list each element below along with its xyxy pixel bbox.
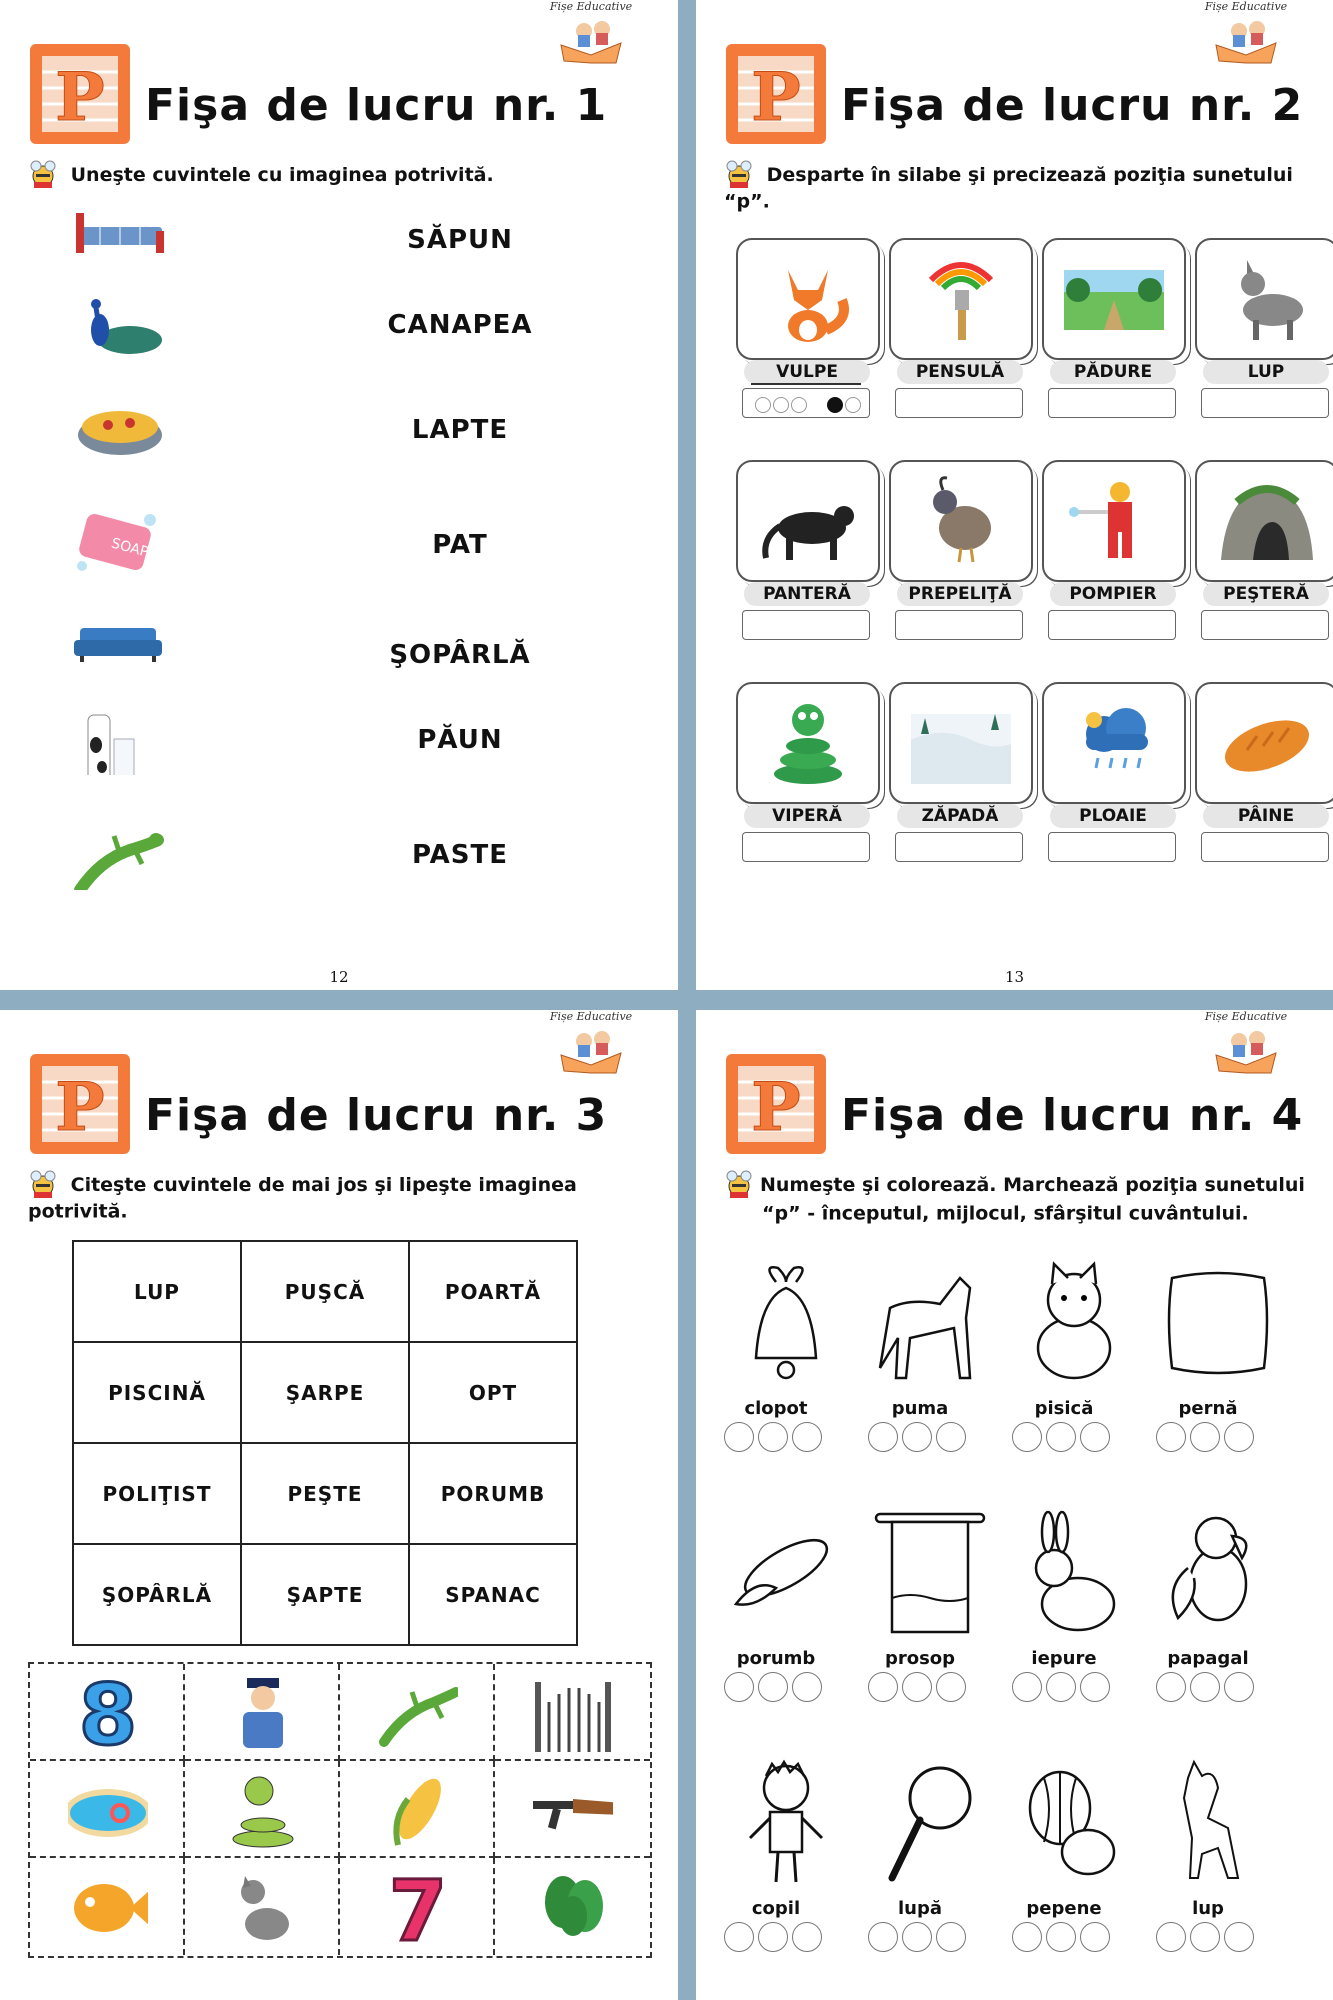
answer-box[interactable] [1201, 388, 1329, 418]
item-word: porumb [736, 1648, 816, 1669]
table-cell[interactable]: POLIŢIST [73, 1443, 241, 1544]
syllable-card [1195, 682, 1333, 862]
syllable-card [736, 238, 882, 418]
answer-box[interactable] [895, 832, 1023, 862]
syllable-card [889, 238, 1035, 418]
coloring-item [1148, 1258, 1293, 1458]
item-word: lupă [897, 1898, 942, 1919]
policeman-image [223, 1672, 303, 1752]
answer-box[interactable] [1201, 832, 1329, 862]
match-row [70, 820, 630, 890]
table-cell[interactable]: SPANAC [409, 1544, 577, 1645]
card-label: PENSULĂ [897, 360, 1023, 384]
position-circles[interactable] [1012, 1672, 1114, 1706]
svg-text:SOAP: SOAP [109, 535, 151, 561]
card-label: ZĂPADĂ [897, 804, 1023, 828]
forest-image [1064, 250, 1164, 346]
syllable-card [1195, 238, 1333, 418]
match-row [70, 395, 630, 465]
table-cell[interactable]: PEŞTE [241, 1443, 409, 1544]
worksheet-page-3 [0, 1010, 678, 2000]
card-label: PANTERĂ [744, 582, 870, 606]
card-label: POMPIER [1050, 582, 1176, 606]
position-circles[interactable] [868, 1922, 970, 1956]
syllable-card [1042, 682, 1188, 862]
coloring-item [1004, 1508, 1149, 1708]
position-circles[interactable] [1156, 1922, 1258, 1956]
coloring-item [716, 1258, 861, 1458]
table-cell[interactable]: PORUMB [409, 1443, 577, 1544]
lizard-image [378, 1672, 458, 1752]
quail-image [911, 472, 1011, 568]
snake-image [758, 694, 858, 790]
bread-image [1217, 694, 1317, 790]
position-circles[interactable] [1156, 1422, 1258, 1456]
digit-seven-image [378, 1866, 458, 1946]
cutout-snake[interactable] [185, 1761, 340, 1858]
word-soparla[interactable]: ŞOPÂRLĂ [389, 640, 531, 670]
magnifier-image [870, 1758, 990, 1888]
page-number: 13 [1004, 968, 1025, 986]
logo-p-block [724, 1052, 828, 1156]
table-cell[interactable]: POARTĂ [409, 1241, 577, 1342]
coloring-item [860, 1758, 1005, 1958]
towel-image [870, 1508, 990, 1638]
puma-image [870, 1258, 990, 1388]
item-word: lup [1192, 1898, 1224, 1919]
table-cell[interactable]: ŞOPÂRLĂ [73, 1544, 241, 1645]
cutout-seven[interactable] [340, 1858, 495, 1955]
table-cell[interactable]: PISCINĂ [73, 1342, 241, 1443]
table-cell[interactable]: PUŞCĂ [241, 1241, 409, 1342]
syllable-card [1042, 238, 1188, 418]
answer-box[interactable] [1048, 832, 1176, 862]
position-circles[interactable] [1156, 1672, 1258, 1706]
rain-cloud-image [1064, 694, 1164, 790]
cave-image [1217, 472, 1317, 568]
syllable-card [889, 460, 1035, 640]
brand-mark: Fișe Educative [546, 0, 636, 65]
syllable-card [1042, 460, 1188, 640]
book-kids-icon [556, 15, 626, 65]
word-table [72, 1240, 578, 1646]
syllable-card [889, 682, 1035, 862]
match-row [70, 510, 630, 580]
svg-text:P: P [751, 58, 801, 136]
book-kids-icon [1211, 1025, 1281, 1075]
page-title: Fişa de lucru nr. 3 [145, 1090, 608, 1141]
bee-icon [28, 160, 58, 190]
card-label: PEŞTERĂ [1203, 582, 1329, 606]
item-word: pisică [1034, 1398, 1094, 1419]
brand-mark: Fișe Educative [1201, 0, 1291, 65]
answer-box[interactable] [1201, 610, 1329, 640]
panther-image [758, 472, 858, 568]
corn-outline-image [726, 1508, 846, 1638]
bee-icon [724, 1170, 754, 1200]
item-word: pepene [1026, 1898, 1102, 1919]
position-circles[interactable] [1012, 1922, 1114, 1956]
fox-image [758, 250, 858, 346]
logo-p-block [724, 42, 828, 146]
bee-icon [28, 1170, 58, 1200]
bell-image [726, 1258, 846, 1388]
brand-mark: Fișe Educative [546, 1010, 636, 1075]
svg-text:P: P [55, 58, 105, 136]
rifle-image [533, 1769, 613, 1849]
instruction: Numeşte şi colorează. Marchează poziţia sunetului “p” - începutul, mijlocul, sfârşitul cuvântului. [724, 1170, 1323, 1227]
page-title: Fişa de lucru nr. 1 [145, 80, 608, 131]
position-circles[interactable] [724, 1672, 826, 1706]
item-word: papagal [1167, 1648, 1249, 1669]
brand-mark: Fișe Educative [1201, 1010, 1291, 1075]
card-label: PLOAIE [1050, 804, 1176, 828]
cutout-grid [28, 1662, 652, 1958]
word-canapea[interactable]: CANAPEA [387, 310, 533, 340]
snake-image [223, 1769, 303, 1849]
card-label: VIPERĂ [744, 804, 870, 828]
cat-image [1014, 1258, 1134, 1388]
item-word: copil [751, 1898, 801, 1919]
melon-image [1014, 1758, 1134, 1888]
firefighter-image [1064, 472, 1164, 568]
svg-text:7: 7 [388, 1866, 448, 1946]
bed-image[interactable] [70, 205, 170, 275]
table-cell[interactable]: OPT [409, 1342, 577, 1443]
card-label: VULPE [744, 360, 870, 384]
coloring-item [860, 1508, 1005, 1708]
svg-text:P: P [55, 1068, 105, 1146]
wolf-image [223, 1866, 303, 1946]
page-number: 12 [329, 968, 349, 986]
card-label: PÂINE [1203, 804, 1329, 828]
cutout-rifle[interactable] [495, 1761, 650, 1858]
card-label: LUP [1203, 360, 1329, 384]
pasta-image[interactable] [70, 395, 170, 465]
item-word: iepure [1031, 1648, 1097, 1669]
cutout-corn[interactable] [340, 1761, 495, 1858]
card-label: PREPELIŢĂ [897, 582, 1023, 606]
position-circles[interactable] [1012, 1422, 1114, 1456]
worksheet-page-4 [696, 1010, 1333, 2000]
paintbrush-image [911, 250, 1011, 346]
sofa-image[interactable] [70, 620, 170, 690]
svg-text:8: 8 [78, 1672, 138, 1752]
word-paun[interactable]: PĂUN [417, 725, 503, 755]
coloring-item [1004, 1258, 1149, 1458]
corn-image [378, 1769, 458, 1849]
coloring-item [1148, 1758, 1293, 1958]
cutout-gate[interactable] [495, 1664, 650, 1761]
answer-box[interactable] [1048, 610, 1176, 640]
match-row [70, 205, 630, 275]
answer-box[interactable] [742, 610, 870, 640]
wolf-outline-image [1158, 1758, 1278, 1888]
coloring-item [716, 1508, 861, 1708]
answer-box[interactable] [742, 832, 870, 862]
gate-image [533, 1672, 613, 1752]
item-word: puma [891, 1398, 949, 1419]
word-pat[interactable]: PAT [432, 530, 488, 560]
pillow-image [1158, 1258, 1278, 1388]
match-row [70, 705, 630, 775]
item-word: prosop [884, 1648, 956, 1669]
spinach-image [533, 1866, 613, 1946]
table-cell[interactable]: LUP [73, 1241, 241, 1342]
item-word: clopot [744, 1398, 808, 1419]
instruction: Uneşte cuvintele cu imaginea potrivită. [28, 160, 668, 190]
coloring-item [1004, 1758, 1149, 1958]
match-row [70, 290, 630, 360]
lizard-image[interactable] [70, 820, 170, 890]
cutout-wolf[interactable] [185, 1858, 340, 1955]
logo-p-block [28, 42, 132, 146]
fish-image [68, 1866, 148, 1946]
word-paste[interactable]: PASTE [411, 840, 508, 870]
instruction: Citeşte cuvintele de mai jos şi lipeşte imaginea potrivită. [28, 1170, 668, 1223]
worksheet-page-1 [0, 0, 678, 990]
syllable-card [736, 682, 882, 862]
page-title: Fişa de lucru nr. 4 [841, 1090, 1304, 1141]
position-circles[interactable] [724, 1422, 826, 1456]
cutout-policeman[interactable] [185, 1664, 340, 1761]
syllable-card [736, 460, 882, 640]
coloring-item [1148, 1508, 1293, 1708]
cutout-lizard[interactable] [340, 1664, 495, 1761]
book-kids-icon [556, 1025, 626, 1075]
answer-box[interactable] [895, 388, 1023, 418]
book-kids-icon [1211, 15, 1281, 65]
digit-eight-image [68, 1672, 148, 1752]
syllable-card [1195, 460, 1333, 640]
answer-box[interactable] [895, 610, 1023, 640]
soap-image[interactable] [70, 510, 170, 580]
cutout-spinach[interactable] [495, 1858, 650, 1955]
cutout-eight[interactable] [30, 1664, 185, 1761]
wolf-image [1217, 250, 1317, 346]
svg-text:P: P [751, 1068, 801, 1146]
peacock-image[interactable] [70, 290, 170, 360]
rabbit-image [1014, 1508, 1134, 1638]
coloring-item [860, 1258, 1005, 1458]
match-row [70, 620, 630, 690]
answer-box[interactable] [1048, 388, 1176, 418]
word-lapte[interactable]: LAPTE [411, 415, 509, 445]
worksheet-page-2 [696, 0, 1333, 990]
position-circles[interactable] [868, 1422, 970, 1456]
table-cell[interactable]: ŞAPTE [241, 1544, 409, 1645]
position-circles[interactable] [724, 1922, 826, 1956]
cutout-fish[interactable] [30, 1858, 185, 1955]
card-label: PĂDURE [1050, 360, 1176, 384]
coloring-item [716, 1758, 861, 1958]
position-circles[interactable] [868, 1672, 970, 1706]
table-cell[interactable]: ŞARPE [241, 1342, 409, 1443]
bee-icon [724, 160, 754, 190]
logo-p-block [28, 1052, 132, 1156]
cutout-pool[interactable] [30, 1761, 185, 1858]
page-title: Fişa de lucru nr. 2 [841, 80, 1304, 131]
snow-image [911, 694, 1011, 790]
pool-image [68, 1769, 148, 1849]
item-word: pernă [1178, 1398, 1238, 1419]
word-sapun[interactable]: SĂPUN [407, 225, 513, 255]
answer-box[interactable] [742, 388, 870, 418]
milk-image[interactable] [70, 705, 170, 775]
child-image [726, 1758, 846, 1888]
instruction: Desparte în silabe şi precizează poziţia sunetului “p”. [724, 160, 1323, 213]
parrot-image [1158, 1508, 1278, 1638]
